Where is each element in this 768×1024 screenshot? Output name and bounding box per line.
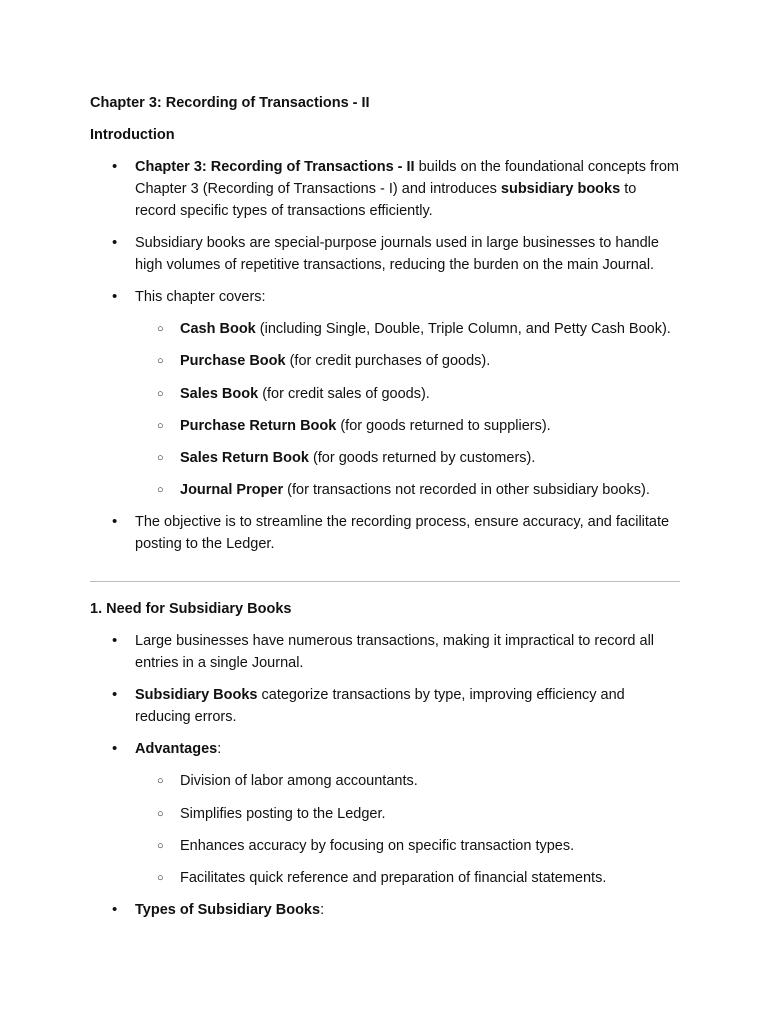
list-item: ○ Simplifies posting to the Ledger. (135, 803, 680, 825)
section1-list (90, 630, 680, 921)
list-item: • Types of Subsidiary Books: (90, 899, 680, 921)
circle-bullet-icon: ○ (157, 872, 164, 885)
circle-bullet-icon: ○ (157, 355, 164, 368)
list-item: ○ Enhances accuracy by focusing on specific transaction types. (135, 835, 680, 857)
circle-bullet-icon: ○ (157, 807, 164, 820)
list-item: ○ Facilitates quick reference and preparation of financial statements. (135, 867, 680, 889)
bullet-icon: • (112, 234, 118, 251)
list-item: • The objective is to streamline the recording process, ensure accuracy, and facilitate posting to the Ledger. (112, 513, 670, 553)
bullet-icon: • (112, 740, 118, 758)
section-divider (90, 581, 680, 582)
page-title: Chapter 3: Recording of Transactions - II (90, 95, 370, 111)
circle-bullet-icon: ○ (157, 452, 164, 465)
list-item: • Subsidiary Books categorize transactions by type, improving efficiency and reducing errors. (112, 686, 625, 726)
bullet-icon: • (112, 632, 118, 650)
list-item: ○ Purchase Book (for credit purchases of goods). (135, 350, 680, 372)
document-page (90, 92, 680, 931)
intro-heading: Introduction (90, 127, 175, 143)
circle-bullet-icon: ○ (157, 840, 164, 853)
list-item: ○ Cash Book (including Single, Double, Triple Column, and Petty Cash Book). (135, 318, 680, 340)
list-item: • Large businesses have numerous transactions, making it impractical to record all entries in a single Journal. (112, 632, 655, 672)
bullet-icon: • (112, 686, 118, 704)
list-item: • Advantages: ○ Division of labor among accountants. ○ Simplifies posting to the Ledger. ○ Enhances accuracy by focusing on specific transaction types. ○ Facilitates quick reference and preparation of financial statements. (90, 738, 680, 889)
circle-bullet-icon: ○ (157, 775, 164, 788)
list-item: • This chapter covers: ○ Cash Book (including Single, Double, Triple Column, and Petty Cash Book). ○ Purchase Book (for credit purchases of goods). ○ Sales Book (for credit sales of goods). ○ Purchase Return Book (for goods returned to suppliers). ○ Sales Return Book (for goods returned by customers). ○ Journal Proper (for transactions not recorded in other subsidiary books). (90, 286, 680, 501)
circle-bullet-icon: ○ (157, 419, 164, 432)
list-item: ○ Purchase Return Book (for goods returned to suppliers). (135, 415, 680, 437)
circle-bullet-icon: ○ (157, 323, 164, 335)
section-heading: 1. Need for Subsidiary Books (90, 601, 292, 618)
circle-bullet-icon: ○ (157, 387, 164, 400)
list-item: ○ Division of labor among accountants. (135, 770, 680, 792)
list-item: • Chapter 3: Recording of Transactions - II builds on the foundational concepts from Chapter 3 (Recording of Transactions - I) and introduces subsidiary books to record specific types of transactions efficiently. (112, 158, 679, 219)
bullet-icon: • (112, 513, 118, 531)
bullet-icon: • (112, 901, 118, 919)
intro-list (90, 156, 680, 555)
bullet-icon: • (112, 288, 118, 305)
list-item: ○ Journal Proper (for transactions not recorded in other subsidiary books). (135, 479, 680, 501)
advantages-list (135, 770, 680, 889)
list-item: ○ Sales Book (for credit sales of goods). (135, 383, 680, 405)
bullet-icon: • (112, 158, 118, 175)
list-item: • Subsidiary books are special-purpose journals used in large businesses to handle high volumes of repetitive transactions, reducing the burden on the main Journal. (112, 234, 659, 273)
chapter-covers-list (135, 318, 680, 501)
list-item: ○ Sales Return Book (for goods returned by customers). (135, 447, 680, 469)
circle-bullet-icon: ○ (157, 484, 164, 497)
